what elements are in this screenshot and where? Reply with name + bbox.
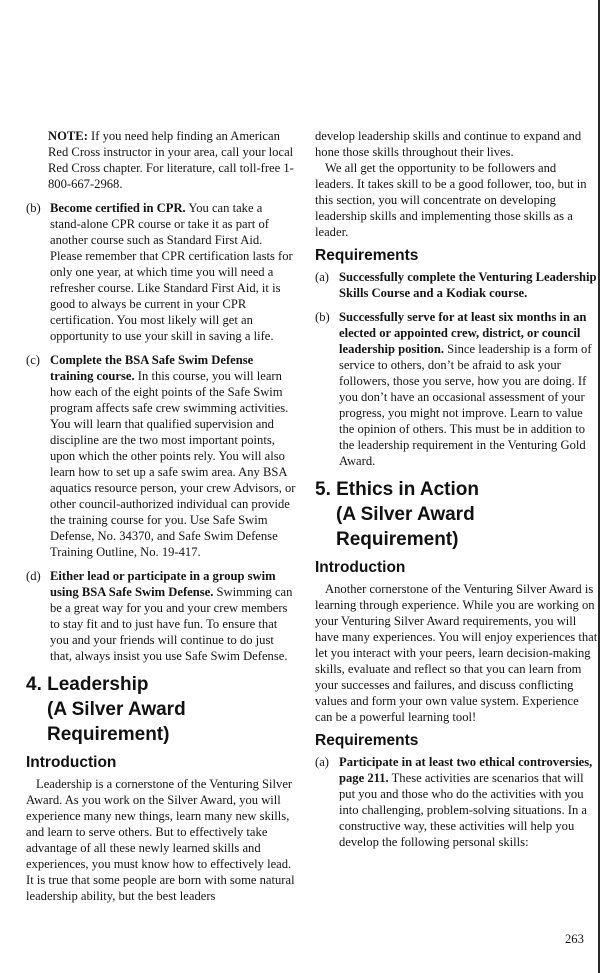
list-item-body bbox=[339, 269, 598, 301]
list-item-heading: Either lead or participate in a group swim using BSA Safe Swim Defense. bbox=[50, 569, 276, 599]
list-item-body bbox=[339, 309, 598, 469]
list-item-d bbox=[26, 568, 296, 664]
section-4-intro-heading: Introduction bbox=[26, 754, 117, 771]
right-column bbox=[315, 128, 598, 858]
left-column bbox=[26, 128, 296, 904]
list-item-heading: Participate in at least two ethical controversies, page 211. bbox=[339, 755, 593, 785]
list-marker: (c) bbox=[26, 353, 40, 367]
list-item-c bbox=[26, 352, 296, 560]
section-5-intro-text: Another cornerstone of the Venturing Silver Award is learning through experience. While you are working on your Venturing Silver Award requirements, you will have many experiences. You will enjoy experiences that let you interact with your peers, learn decision-making skills, evaluate and reflect so that you can learn from your successes and failures, and discuss conflicting values and form your own value system. Experience can be a powerful learning tool! bbox=[315, 582, 598, 724]
list-marker: (d) bbox=[26, 569, 41, 583]
section-5-requirements-heading: Requirements bbox=[315, 732, 419, 749]
list-item-text: You can take a stand-alone CPR course or take it as part of another course such as Standard First Aid. Please remember that CPR certification lasts for only one year, at which time you will need a refresher course. Like Standard First Aid, it is good to always be current in your CPR certification. You most likely will get an opportunity to use your skill in saving a life. bbox=[50, 201, 293, 343]
list-marker: (b) bbox=[26, 201, 41, 215]
list-item-b bbox=[26, 200, 296, 344]
section-4-title bbox=[26, 672, 296, 747]
list-item-text: These activities are scenarios that will put you and those who do the activities with you into challenging, problem-solving situations. In a constructive way, these activities will help you develop the following personal skills: bbox=[339, 771, 587, 849]
ethics-requirement-item-a bbox=[315, 754, 598, 850]
section-5-title bbox=[315, 477, 598, 552]
list-item-text: Swimming can be a great way for you and your crew members to stay fit and to just have fun. To ensure that you and your friends will continue to do just that, always insist you use Safe Swim Defense. bbox=[50, 585, 293, 663]
section-4-requirements-heading: Requirements bbox=[315, 247, 419, 264]
requirement-item-b bbox=[315, 309, 598, 469]
list-marker: (a) bbox=[315, 755, 329, 769]
list-item-heading: Become certified in CPR. bbox=[50, 201, 186, 215]
list-item-text: In this course, you will learn how each of the eight points of the Safe Swim program affects safe crew swimming activities. You will learn that qualified supervision and discipline are the two most important points, upon which the other points rely. You will also learn how to set up a safe swim area. Any BSA aquatics resource person, your crew Advisors, or other council-authorized individual can provide the training course for you. Use Safe Swim Defense, No. 34370, and Safe Swim Defense Training Outline, No. 19-417. bbox=[50, 369, 296, 559]
section-5-title-text: 5. Ethics in Action bbox=[315, 479, 479, 500]
list-marker: (b) bbox=[315, 310, 330, 324]
page-number: 263 bbox=[565, 932, 584, 946]
list-item-heading: Successfully serve for at least six months in an elected or appointed crew, district, or council leadership position. bbox=[339, 310, 587, 356]
list-item-text: Since leadership is a form of service to others, don’t be afraid to ask your followers, those you serve, how you are doing. If you don’t have an occasional assessment of your progress, you might not improve. Learn to value the opinion of others. This must be in addition to the leadership requirement in the Venturing Gold Award. bbox=[339, 342, 592, 468]
list-item-body bbox=[339, 754, 598, 850]
note-paragraph bbox=[26, 128, 296, 192]
list-item-body bbox=[50, 352, 296, 560]
section-5-intro-heading: Introduction bbox=[315, 559, 406, 576]
requirement-item-a bbox=[315, 269, 598, 301]
continued-paragraph: develop leadership skills and continue to expand and hone those skills throughout their lives. bbox=[315, 129, 582, 159]
section-5-subtitle: (A Silver Award Requirement) bbox=[336, 504, 475, 550]
section-4-title-text: 4. Leadership bbox=[26, 674, 149, 695]
list-item-body bbox=[50, 200, 296, 344]
section-4-subtitle: (A Silver Award Requirement) bbox=[47, 699, 186, 745]
list-item-body bbox=[50, 568, 296, 664]
list-marker: (a) bbox=[315, 270, 329, 284]
note-text: If you need help finding an American Red Cross instructor in your area, call your local Red Cross chapter. For literature, call toll-free 1-800-667-2968. bbox=[48, 129, 294, 191]
section-4-intro-text: Leadership is a cornerstone of the Venturing Silver Award. As you work on the Silver Award, you will experience many new things, learn many new skills, and learn to serve others. But to effectively take advantage of all these newly learned skills and experiences, you must know how to effectively lead. It is true that some people are born with some natural leadership ability, but the best leaders bbox=[26, 777, 295, 903]
leadership-paragraph: We all get the opportunity to be followers and leaders. It takes skill to be a good follower, too, but in this section, you will concentrate on developing leadership skills and implementing those skills as a leader. bbox=[315, 161, 587, 239]
note-label: NOTE: bbox=[48, 129, 88, 143]
list-item-heading: Successfully complete the Venturing Leadership Skills Course and a Kodiak course. bbox=[339, 270, 597, 300]
list-item-heading: Complete the BSA Safe Swim Defense training course. bbox=[50, 353, 254, 383]
